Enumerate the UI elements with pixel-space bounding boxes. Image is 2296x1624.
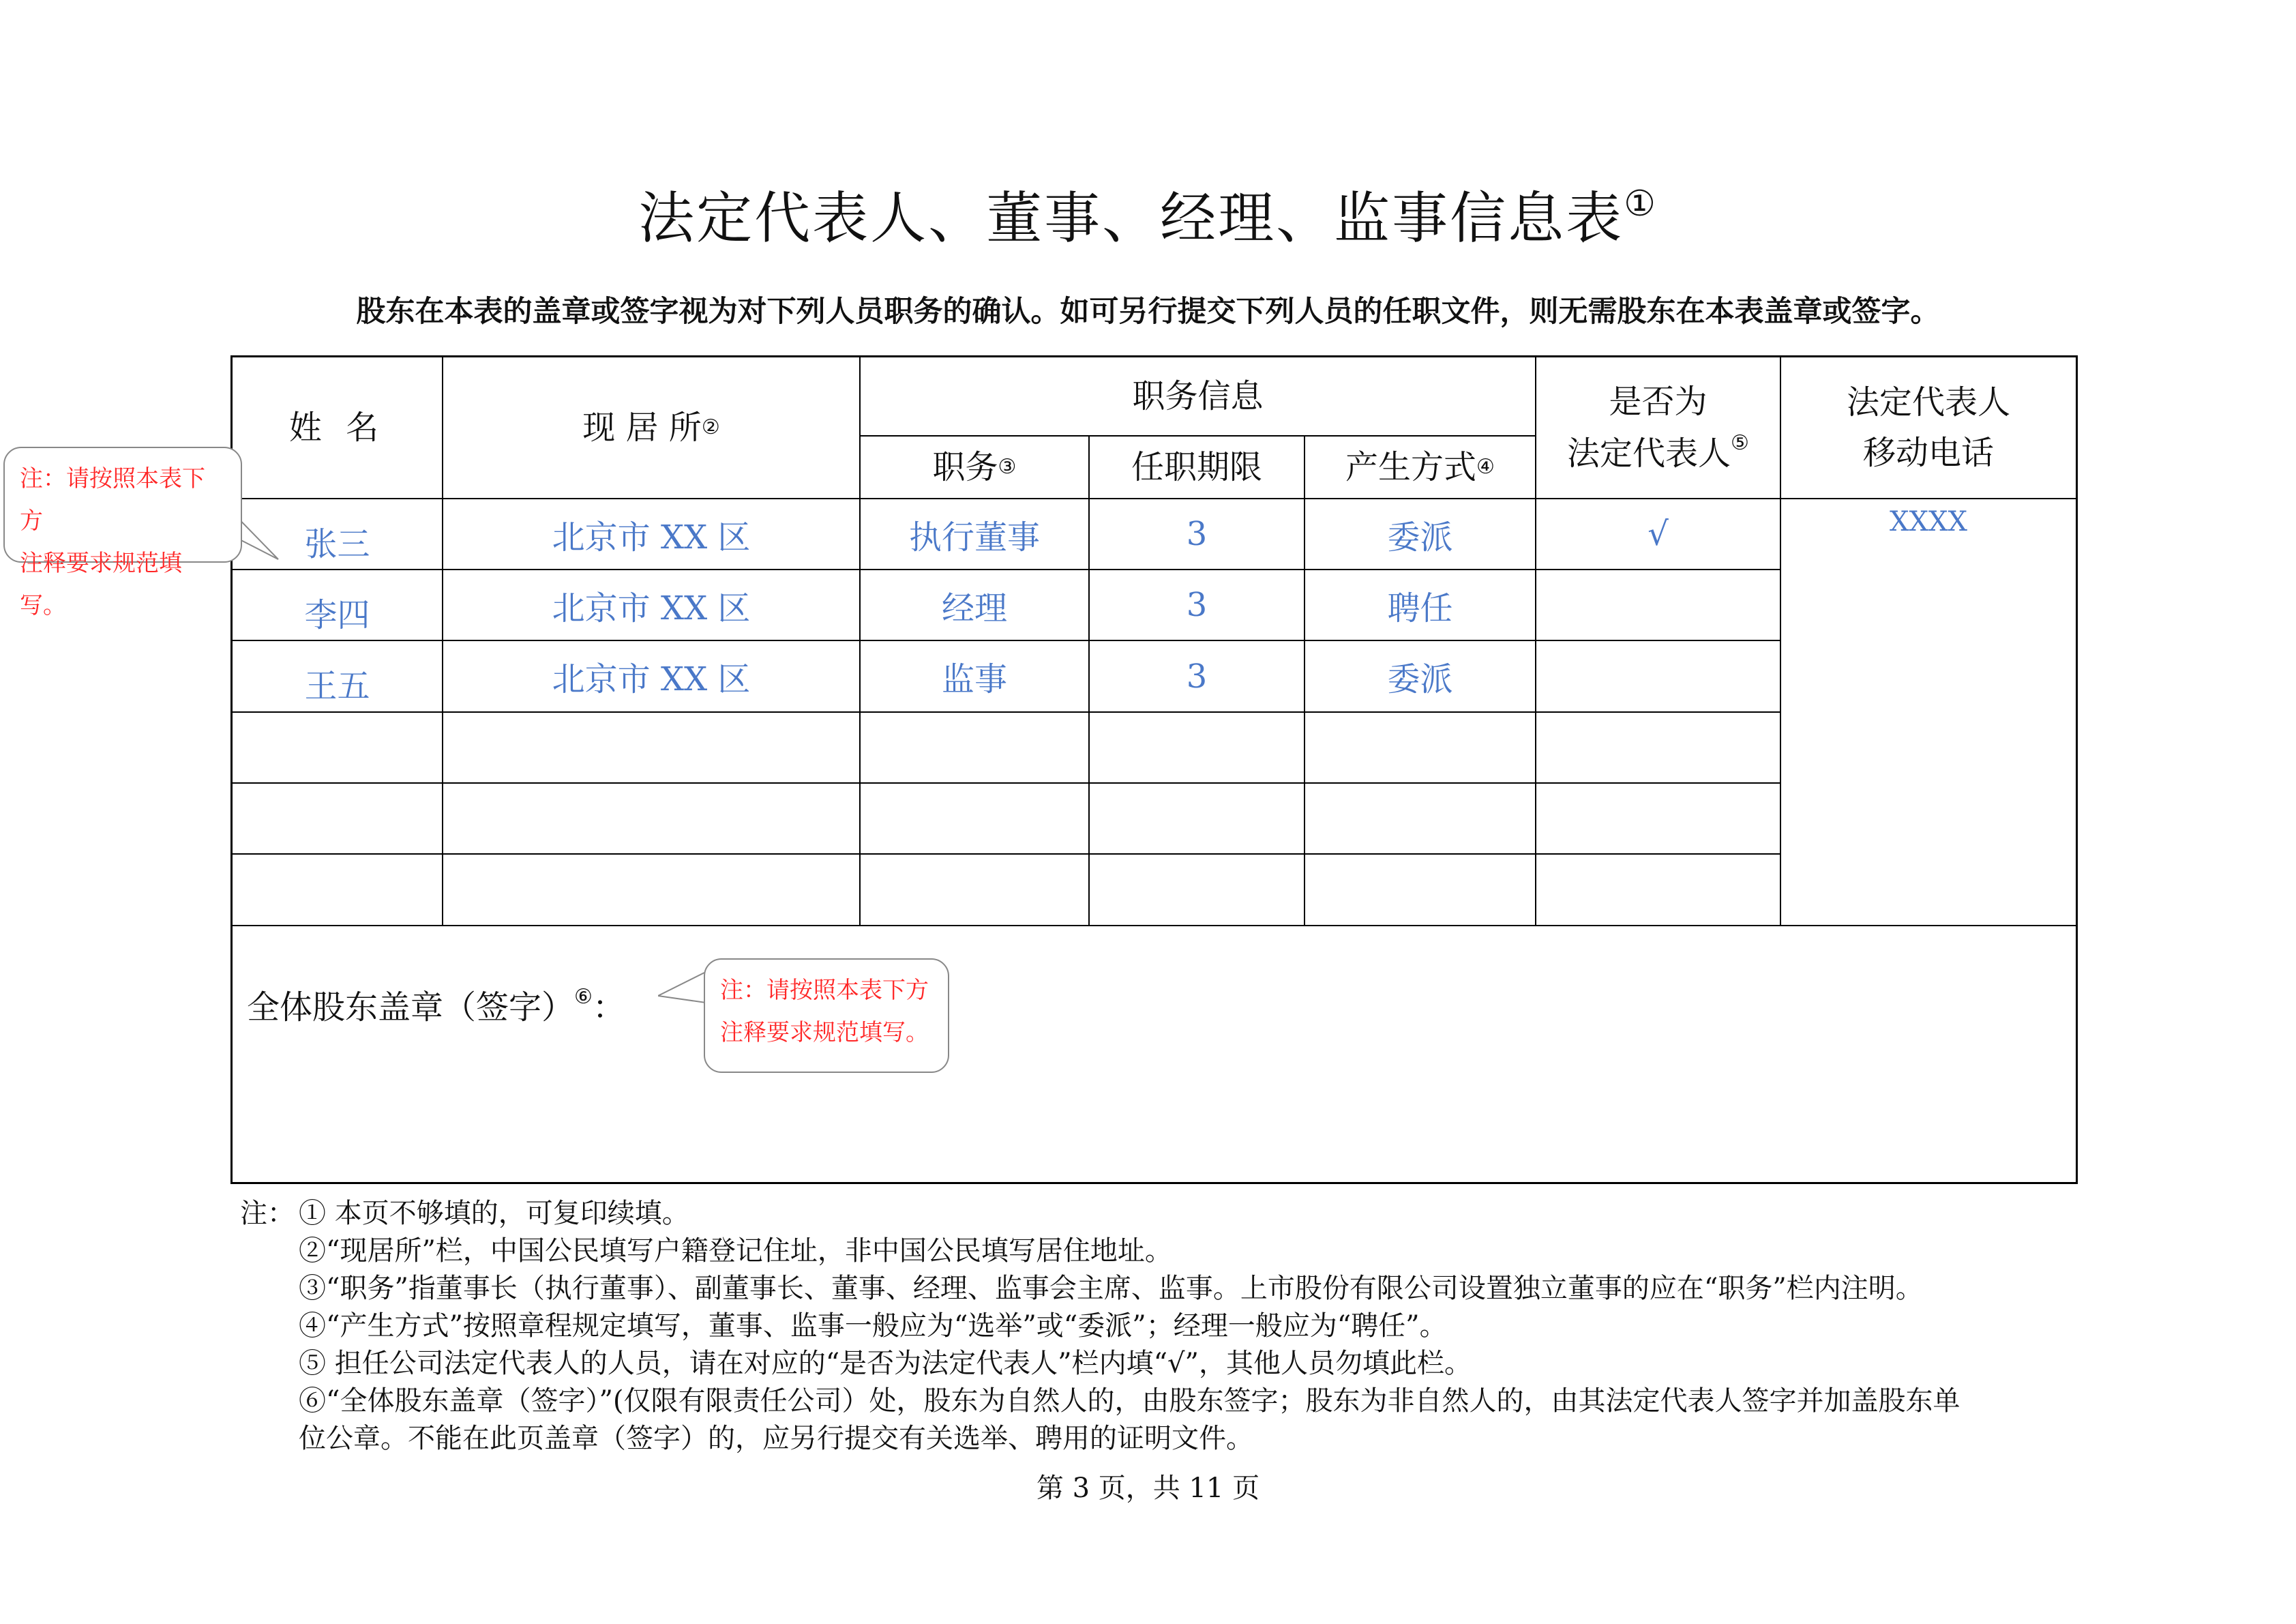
header-phone-line1: 法定代表人: [1846, 383, 2010, 422]
header-residence-mark: ②: [701, 415, 720, 439]
signature-mark: ⑥: [574, 985, 593, 1009]
cell-name-3[interactable]: 王五: [304, 667, 370, 705]
callout-right-box: [704, 958, 949, 1073]
header-position-mark: ③: [998, 454, 1017, 479]
cell-name-1[interactable]: 张三: [304, 525, 370, 563]
notes-prefix: 注：: [240, 1198, 295, 1229]
callout-right-tail: [658, 969, 706, 1009]
empty-row-4[interactable]: [233, 713, 1780, 782]
empty-row-6[interactable]: [233, 855, 1780, 925]
title-text: 法定代表人、董事、经理、监事信息表: [638, 186, 1624, 251]
header-is-legal-rep: [1536, 357, 1780, 498]
note-6b: 位公章。不能在此页盖章（签字）的，应另行提交有关选举、聘用的证明文件。: [299, 1423, 1253, 1454]
header-is-legal-rep-line1: 是否为: [1609, 383, 1708, 422]
table-border-bottom: [232, 1182, 2077, 1184]
title-footnote-mark: ①: [1624, 183, 1658, 224]
header-is-legal-rep-mark: ⑤: [1731, 430, 1749, 455]
note-1: ① 本页不够填的，可复印续填。: [299, 1198, 689, 1229]
header-phone: [1781, 357, 2076, 498]
header-position: [861, 437, 1088, 498]
header-residence-text: 现 居 所: [582, 408, 702, 447]
header-phone-line2: 移动电话: [1862, 434, 1994, 472]
header-name-text: 姓 名: [288, 408, 386, 447]
header-method-mark: ④: [1476, 454, 1495, 479]
table-rule: [232, 925, 2077, 926]
cell-legal-rep-3[interactable]: [1536, 641, 1780, 711]
cell-position-2[interactable]: 经理: [941, 589, 1007, 628]
cell-position-1[interactable]: 执行董事: [908, 518, 1040, 557]
header-position-text: 职务: [932, 447, 998, 486]
header-term: [1090, 437, 1304, 498]
header-method: [1305, 437, 1535, 498]
header-name: [233, 357, 442, 498]
note-3: ③“职务”指董事长（执行董事）、副董事长、董事、经理、监事会主席、监事。上市股份有限公司设置独立董事的应在“职务”栏内注明。: [299, 1273, 1923, 1304]
header-is-legal-rep-line2: [1567, 428, 1749, 479]
header-method-text: 产生方式: [1345, 447, 1477, 486]
callout-right-line1: 注：请按照本表下方: [720, 977, 929, 1004]
header-residence: [443, 357, 859, 498]
cell-legal-rep-1[interactable]: √: [1648, 515, 1669, 553]
header-term-text: 任职期限: [1131, 447, 1262, 486]
header-position-info-text: 职务信息: [1132, 377, 1264, 415]
instruction-text: 股东在本表的盖章或签字视为对下列人员职务的确认。如可另行提交下列人员的任职文件，则无需股东在本表盖章或签字。: [356, 295, 1940, 329]
callout-left-line1: 注：请按照本表下方: [20, 465, 205, 535]
signature-label: [247, 981, 625, 1028]
page-number: 第 3 页，共 11 页: [1036, 1473, 1260, 1504]
cell-term-2[interactable]: 3: [1186, 586, 1208, 624]
note-2: ②“现居所”栏，中国公民填写户籍登记住址，非中国公民填写居住地址。: [299, 1235, 1172, 1267]
cell-legal-rep-2[interactable]: [1536, 570, 1780, 640]
signature-label-text: 全体股东盖章（签字）: [247, 988, 575, 1027]
page-title: [0, 183, 2296, 252]
cell-name-2[interactable]: 李四: [304, 595, 370, 634]
cell-method-1[interactable]: 委派: [1387, 518, 1453, 557]
callout-right-line2: 注释要求规范填写。: [720, 1019, 929, 1046]
signature-colon: ：: [592, 988, 625, 1027]
table-border-right: [2076, 355, 2078, 1184]
empty-row-5[interactable]: [233, 784, 1780, 853]
cell-residence-1[interactable]: 北京市 XX 区: [552, 518, 751, 557]
cell-phone[interactable]: XXXX: [1890, 506, 1967, 537]
note-4: ④“产生方式”按照章程规定填写，董事、监事一般应为“选举”或“委派”；经理一般应为“聘任”。: [299, 1310, 1447, 1342]
cell-term-3[interactable]: 3: [1186, 657, 1208, 696]
callout-left-line2: 注释要求规范填写。: [20, 550, 182, 619]
signature-area[interactable]: [233, 1023, 2076, 1180]
cell-method-3[interactable]: 委派: [1387, 660, 1453, 698]
cell-position-3[interactable]: 监事: [941, 660, 1007, 698]
note-6a: ⑥“全体股东盖章（签字）”(仅限有限责任公司）处，股东为自然人的，由股东签字；股东为非自然人的，由其法定代表人签字并加盖股东单: [299, 1385, 1960, 1417]
note-5: ⑤ 担任公司法定代表人的人员，请在对应的“是否为法定代表人”栏内填“√”，其他人员勿填此栏。: [299, 1348, 1472, 1379]
cell-residence-2[interactable]: 北京市 XX 区: [552, 589, 751, 628]
callout-left-box: [3, 447, 242, 619]
header-position-info: [861, 357, 1535, 435]
cell-method-2[interactable]: 聘任: [1387, 589, 1453, 628]
cell-residence-3[interactable]: 北京市 XX 区: [552, 660, 751, 698]
cell-term-1[interactable]: 3: [1186, 515, 1208, 553]
header-is-legal-rep-line2-text: 法定代表人: [1567, 434, 1731, 473]
